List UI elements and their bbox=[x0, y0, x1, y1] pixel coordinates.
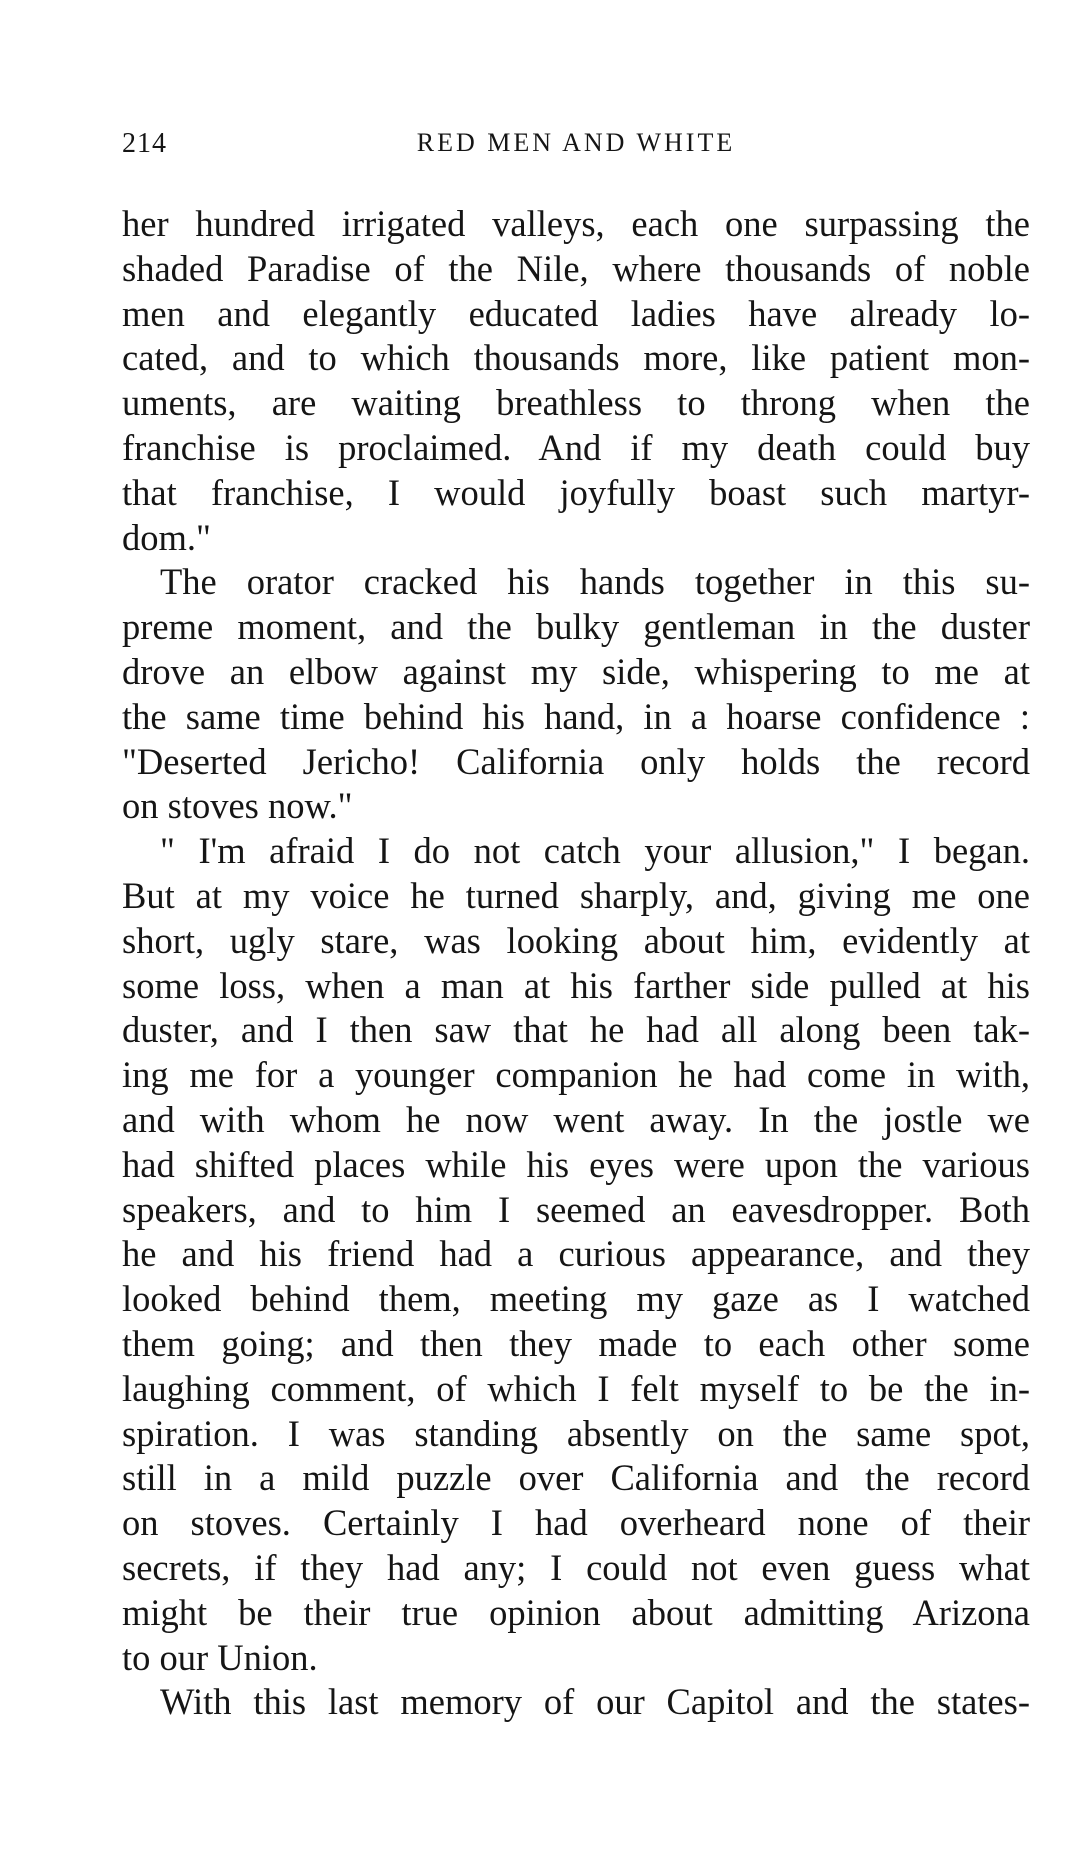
text-line: "Deserted Jericho! California only holds the record bbox=[122, 740, 1030, 782]
text-line: on stoves now." bbox=[122, 785, 353, 827]
text-line: might be their true opinion about admitting Arizona bbox=[122, 1591, 1030, 1633]
text-line: on stoves. Certainly I had overheard none of their bbox=[122, 1502, 1030, 1544]
running-head bbox=[122, 128, 1030, 168]
text-line: her hundred irrigated valleys, each one surpassing the bbox=[122, 203, 1030, 244]
text-line: dom." bbox=[122, 516, 211, 558]
text-line: ing me for a younger companion he had come in with, bbox=[122, 1054, 1030, 1096]
text-line: to our Union. bbox=[122, 1636, 318, 1678]
text-line: speakers, and to him I seemed an eavesdropper. Both bbox=[122, 1188, 1030, 1230]
text-line: still in a mild puzzle over California and the record bbox=[122, 1457, 1030, 1499]
text-line: men and elegantly educated ladies have already lo- bbox=[122, 292, 1030, 334]
running-title: RED MEN AND WHITE bbox=[416, 128, 736, 157]
text-line: secrets, if they had any; I could not even guess what bbox=[122, 1546, 1030, 1588]
text-line: With this last memory of our Capitol and the states- bbox=[160, 1681, 1030, 1723]
text-line: and with whom he now went away. In the jostle we bbox=[122, 1098, 1030, 1140]
page-number: 214 bbox=[122, 128, 167, 159]
text-line: that franchise, I would joyfully boast such martyr- bbox=[122, 471, 1030, 513]
text-line: preme moment, and the bulky gentleman in the duster bbox=[122, 606, 1030, 648]
body-text bbox=[122, 202, 1030, 1725]
text-line: " I'm afraid I do not catch your allusion," I began. bbox=[160, 830, 1030, 872]
text-line: had shifted places while his eyes were upon the various bbox=[122, 1143, 1030, 1185]
text-line: The orator cracked his hands together in this su- bbox=[160, 561, 1030, 603]
text-line: them going; and then they made to each other some bbox=[122, 1322, 1030, 1364]
text-line: But at my voice he turned sharply, and, giving me one bbox=[122, 874, 1030, 916]
text-line: shaded Paradise of the Nile, where thousands of noble bbox=[122, 247, 1030, 289]
text-line: some loss, when a man at his farther side pulled at his bbox=[122, 964, 1030, 1006]
text-line: the same time behind his hand, in a hoarse confidence : bbox=[122, 695, 1030, 737]
text-line: cated, and to which thousands more, like patient mon- bbox=[122, 337, 1030, 379]
text-line: short, ugly stare, was looking about him, evidently at bbox=[122, 919, 1030, 961]
text-line: franchise is proclaimed. And if my death could buy bbox=[122, 426, 1030, 468]
text-line: drove an elbow against my side, whispering to me at bbox=[122, 650, 1030, 692]
text-line: spiration. I was standing absently on the same spot, bbox=[122, 1412, 1030, 1454]
text-line: laughing comment, of which I felt myself to be the in- bbox=[122, 1367, 1030, 1409]
text-line: duster, and I then saw that he had all along been tak- bbox=[122, 1009, 1030, 1051]
text-line: he and his friend had a curious appearance, and they bbox=[122, 1233, 1030, 1275]
text-line: uments, are waiting breathless to throng when the bbox=[122, 382, 1030, 424]
text-line: looked behind them, meeting my gaze as I watched bbox=[122, 1278, 1030, 1320]
